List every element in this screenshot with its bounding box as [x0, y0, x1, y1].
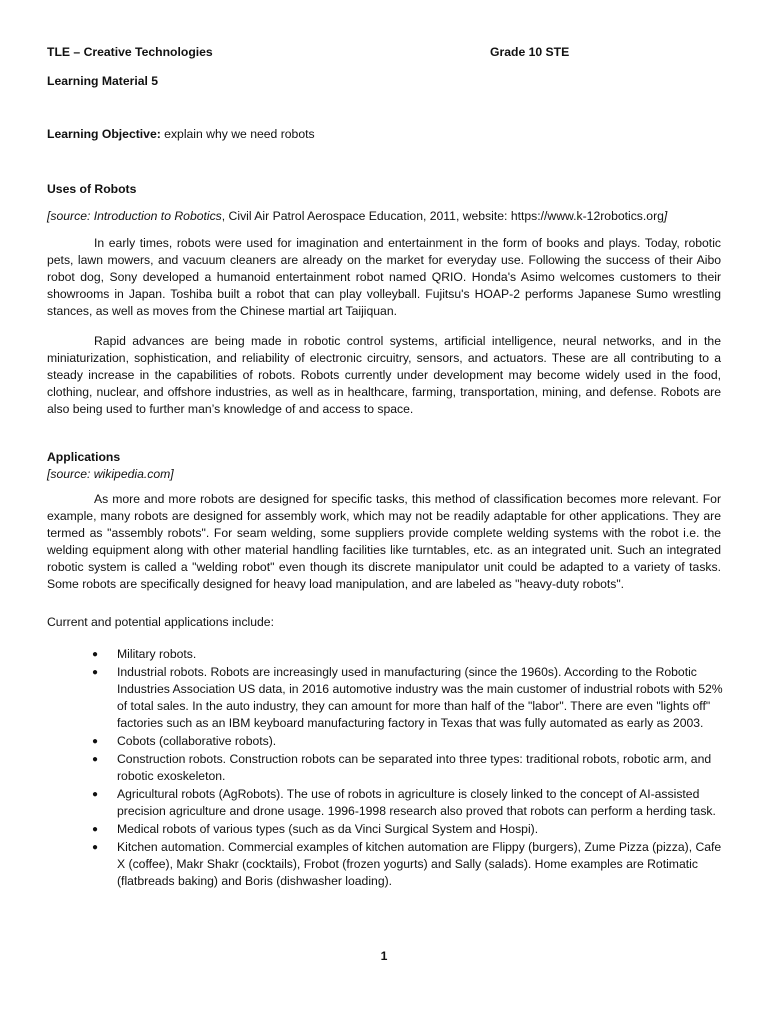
bullet-icon: ●: [92, 649, 99, 660]
bullet-icon: ●: [92, 789, 99, 800]
bullet-icon: ●: [92, 667, 99, 678]
course-title: TLE – Creative Technologies: [47, 45, 213, 59]
list-item: ● Construction robots. Construction robots can be separated into three types: traditional robots, robotic arm, and robotic exoskeleton.: [92, 752, 712, 783]
applications-source: [source: wikipedia.com]: [47, 467, 174, 481]
bullet-icon: ●: [92, 842, 99, 853]
list-item: ● Military robots.: [92, 647, 197, 661]
uses-source-rest: , Civil Air Patrol Aerospace Education, 2011, website: https://www.k-12robotics.org: [221, 209, 664, 223]
uses-heading: Uses of Robots: [47, 182, 137, 196]
applications-paragraph: As more and more robots are designed for specific tasks, this method of classification becomes more relevant. For example, many robots are designed for assembly work, which may not be readily adaptable for other applications. They are termed as "assembly robots". For seam welding, some suppliers provide complete welding systems with the robot i.e. the welding equipment along with other material handling facilities like turntables, etc. as an integrated unit. Such an integrated robotic system is called a "welding robot" even though its discrete manipulator unit could be adapted to a variety of tasks. Some robots are specifically designed for heavy load manipulation, and are labeled as "heavy-duty robots".: [47, 492, 721, 591]
uses-source: [47, 208, 667, 225]
applications-heading: Applications: [47, 450, 121, 464]
uses-source-prefix: [source: Introduction to Robotics: [47, 209, 222, 223]
list-item: ● Agricultural robots (AgRobots). The use of robots in agriculture is closely linked to the concept of AI-assisted precision agriculture and drone usage. 1996-1998 research also proved that robots can perform a herding task.: [92, 787, 716, 818]
list-item: ● Cobots (collaborative robots).: [92, 734, 277, 748]
uses-source-close: ]: [663, 209, 668, 223]
bullet-icon: ●: [92, 754, 99, 765]
page-number: 1: [380, 949, 388, 963]
list-item: ● Kitchen automation. Commercial examples of kitchen automation are Flippy (burgers), Zume Pizza (pizza), Cafe X (coffee), Makr Shakr (cocktails), Frobot (frozen yogurts) and Sally (salads). Home examples are Rotimatic (flatbreads baking) and Boris (dishwasher loading).: [92, 840, 722, 888]
applications-list: [47, 646, 727, 891]
grade-label: Grade 10 STE: [490, 45, 570, 59]
material-title: Learning Material 5: [47, 74, 159, 88]
bullet-icon: ●: [92, 824, 99, 835]
list-item: ● Medical robots of various types (such as da Vinci Surgical System and Hospi).: [92, 822, 539, 836]
uses-paragraph-1: In early times, robots were used for imagination and entertainment in the form of books and plays. Today, robotic pets, lawn mowers, and vacuum cleaners are already on the market for everyday use. Following the success of their Aibo robot dog, Sony developed a humanoid entertainment robot named QRIO. Honda's Asimo welcomes customers to their showrooms in Japan. Toshiba built a robot that can play volleyball. Fujitsu's HOAP-2 performs Japanese Sumo wrestling stances, as well as moves from the Chinese martial art Taijiquan.: [47, 236, 721, 318]
uses-paragraph-2: Rapid advances are being made in robotic control systems, artificial intelligence, neural networks, and in the miniaturization, sophistication, and reliability of electronic circuitry, sensors, and actuators. These are all contributing to a steady increase in the capabilities of robots. Robots currently under development may become widely used in the food, clothing, nuclear, and offshore industries, as well as in healthcare, farming, transportation, mining, and defense. Robots are also being used to further man’s knowledge of and access to space.: [47, 334, 721, 416]
bullet-icon: ●: [92, 736, 99, 747]
list-item: ● Industrial robots. Robots are increasingly used in manufacturing (since the 1960s). According to the Robotic Industries Association US data, in 2016 automotive industry was the main customer of industrial robots with 52% of total sales. In the auto industry, they can amount for more than half of the "labor". There are even "lights off" factories such as an IBM keyboard manufacturing factory in Texas that was fully automated as early as 2003.: [92, 665, 723, 730]
applications-list-intro: Current and potential applications include:: [47, 615, 274, 629]
objective-text: explain why we need robots: [164, 127, 315, 141]
objective-label: Learning Objective:: [47, 127, 161, 141]
learning-objective: [47, 126, 315, 143]
